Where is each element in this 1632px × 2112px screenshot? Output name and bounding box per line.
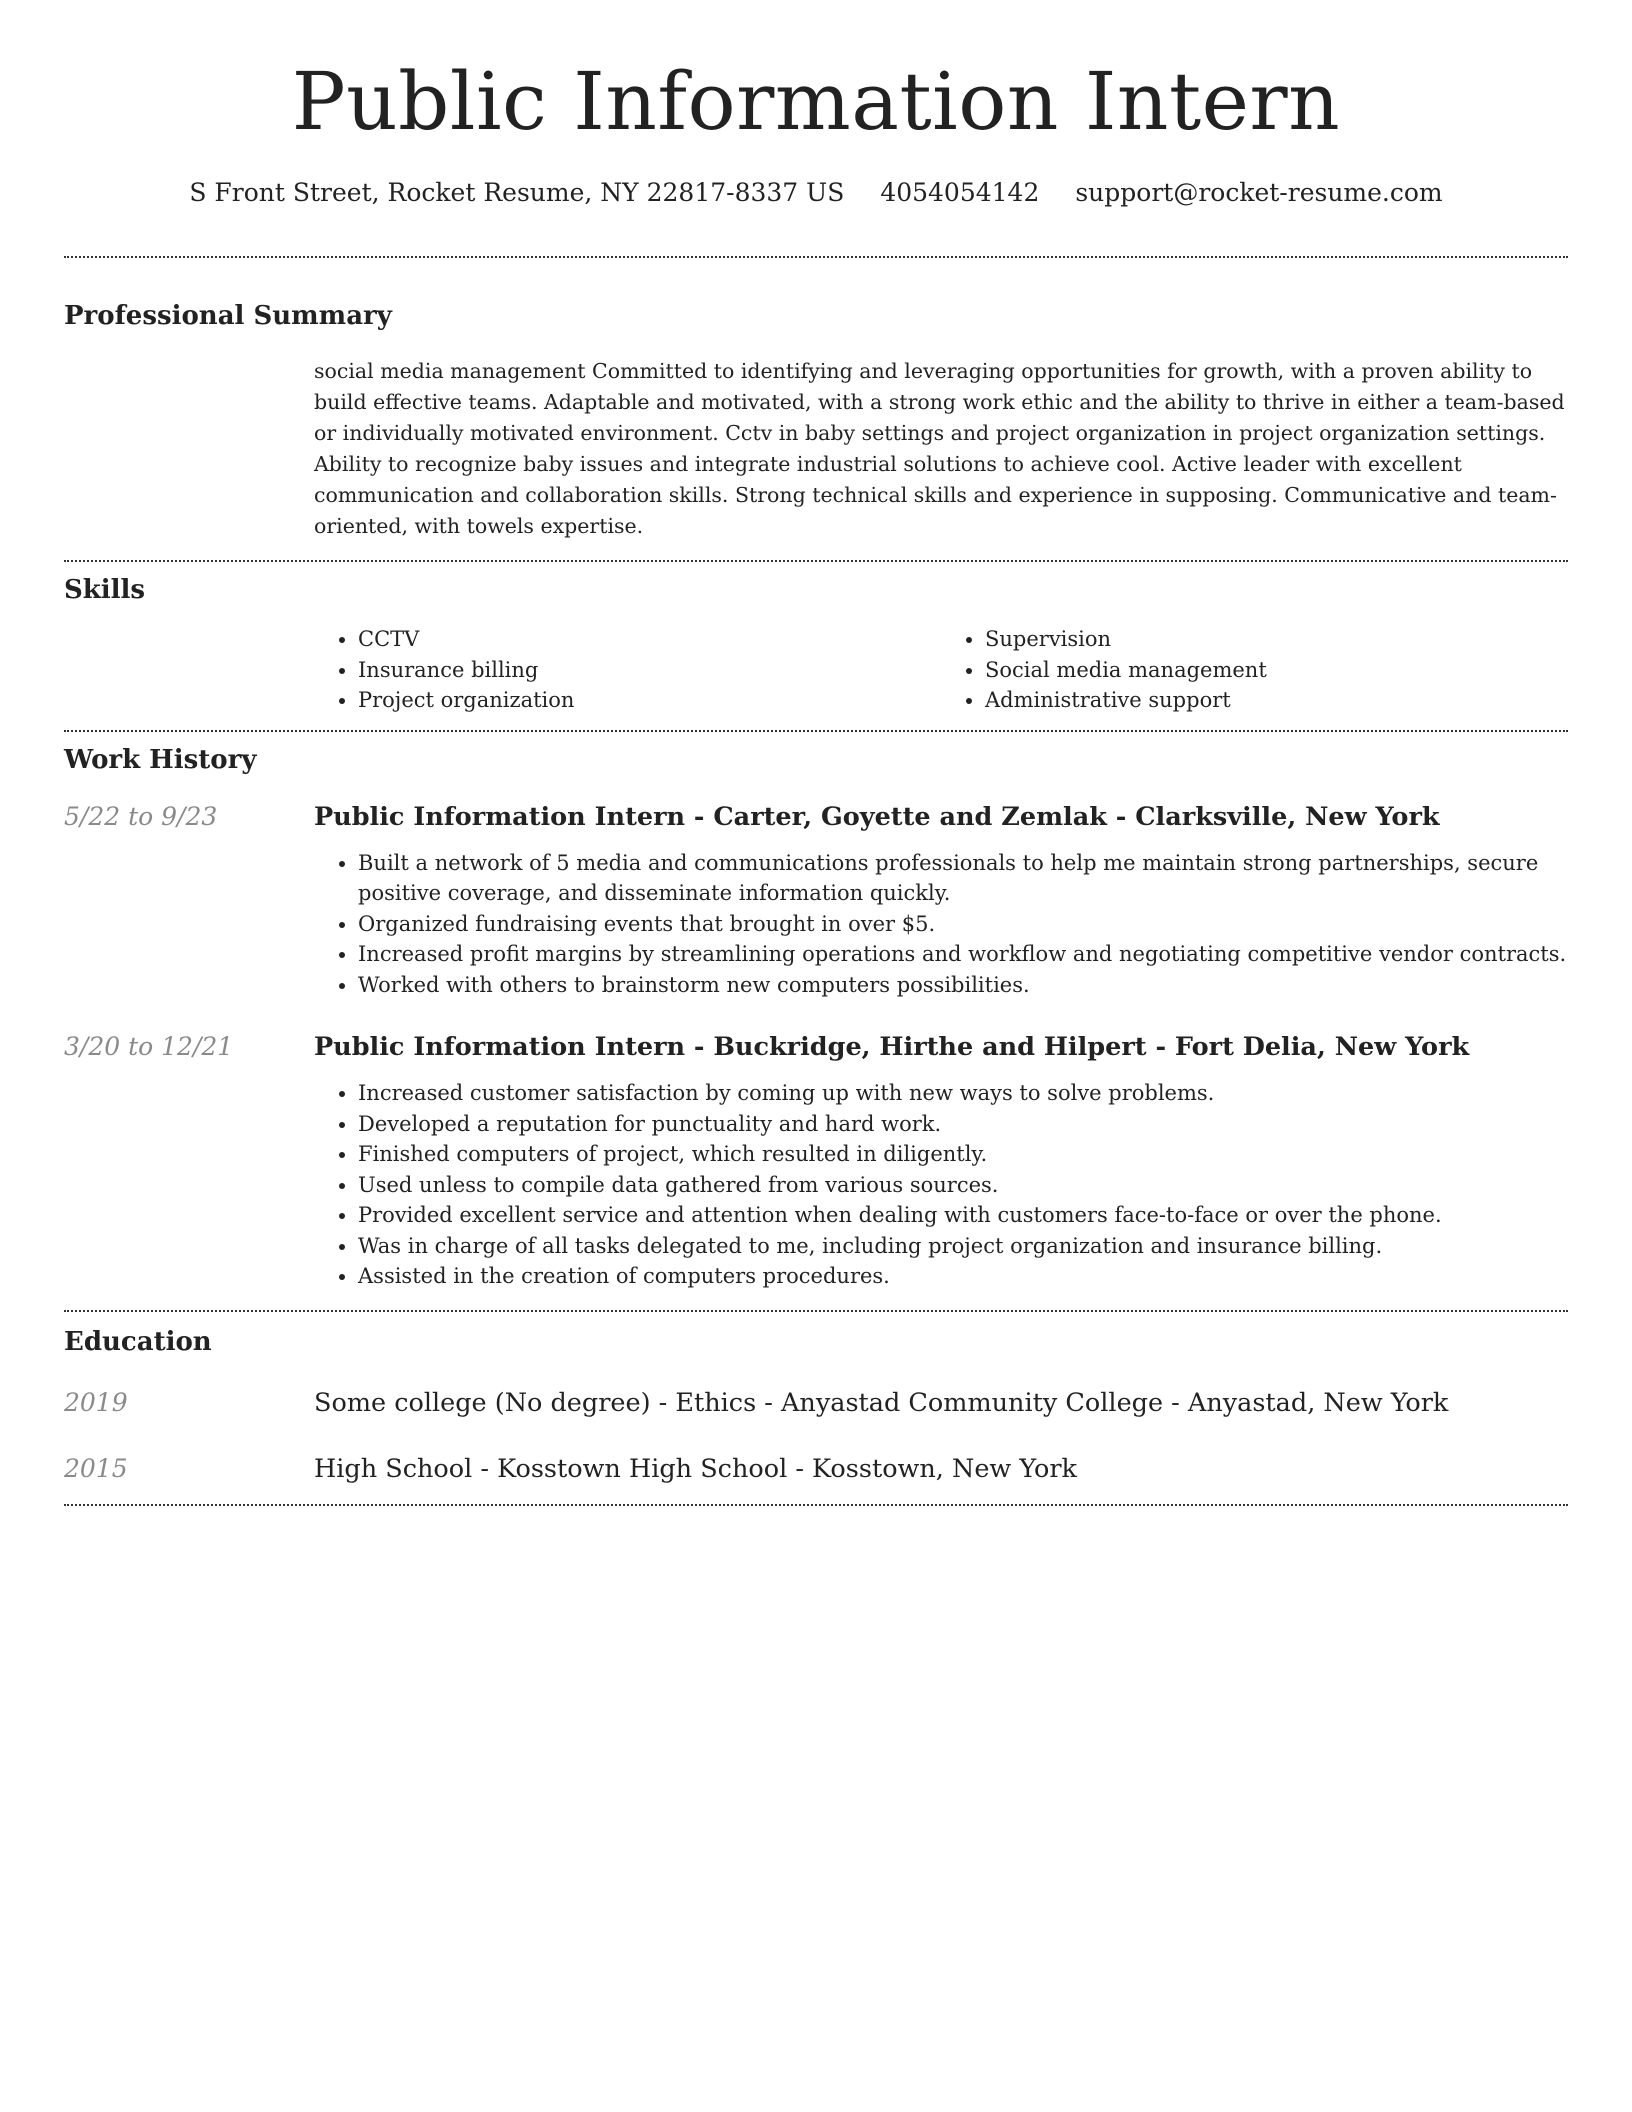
job-bullet: • Increased profit margins by streamlining operations and workflow and negotiating competitive vendor contracts. [358,939,1568,970]
section-divider [64,1310,1568,1312]
skill-item: • Supervision [985,624,1568,655]
skill-item: • Insurance billing [358,655,941,686]
skill-item: • Social media management [985,655,1568,686]
job-heading: Public Information Intern - Buckridge, Hirthe and Hilpert - Fort Delia, New York [314,1032,1470,1062]
phone: 4054054142 [880,178,1040,207]
resume-name: Public Information Intern [291,55,1341,148]
job-bullet: • Finished computers of project, which resulted in diligently. [358,1139,1568,1170]
section-divider [64,1504,1568,1506]
job-bullets [314,1078,1568,1292]
job-entry [64,1030,1568,1292]
job-bullet: • Assisted in the creation of computers procedures. [358,1261,1568,1292]
education-entry [64,1452,1568,1486]
job-bullet: • Developed a reputation for punctuality and hard work. [358,1109,1568,1140]
email: support@rocket-resume.com [1075,178,1443,207]
education-details: Some college (No degree) - Ethics - Anyastad Community College - Anyastad, New York [314,1387,1449,1418]
section-divider [64,560,1568,562]
education-heading: Education [64,1326,212,1357]
skills-column-left [314,624,941,716]
job-bullet: • Increased customer satisfaction by coming up with new ways to solve problems. [358,1078,1568,1109]
work-history-heading: Work History [64,744,257,775]
skill-item: • CCTV [358,624,941,655]
job-bullets [314,848,1568,1001]
job-heading: Public Information Intern - Carter, Goyette and Zemlak - Clarksville, New York [314,801,1440,832]
contact-line [64,176,1568,210]
job-bullet: • Provided excellent service and attention when dealing with customers face-to-face or over the phone. [358,1200,1568,1231]
skills-heading: Skills [64,575,146,605]
job-details [314,1030,1568,1292]
education-details: High School - Kosstown High School - Kosstown, New York [314,1453,1077,1484]
address: S Front Street, Rocket Resume, NY 22817-8337 US [189,178,845,207]
job-entry [64,800,1568,1001]
job-details [314,800,1568,1001]
job-bullet: • Worked with others to brainstorm new computers possibilities. [358,970,1568,1001]
education-entry [64,1386,1568,1420]
job-bullet: • Was in charge of all tasks delegated to me, including project organization and insurance billing. [358,1231,1568,1262]
section-divider [64,730,1568,732]
skill-item: • Administrative support [985,685,1568,716]
section-divider [64,256,1568,258]
skills-column-right [941,624,1568,716]
education-year: 2015 [64,1453,128,1483]
job-bullet: • Organized fundraising events that brought in over $5. [358,909,1568,940]
job-dates: 5/22 to 9/23 [64,801,218,831]
job-bullet: • Built a network of 5 media and communications professionals to help me maintain strong partnerships, secure positive coverage, and disseminate information quickly. [358,848,1568,909]
summary-heading: Professional Summary [64,301,392,331]
summary-text: social media management Committed to identifying and leveraging opportunities for growth, with a proven ability to build effective teams. Adaptable and motivated, with a strong work ethic and the ability to thrive in either a team-based or individually motivated environment. Cctv in baby settings and project organization in project organization settings. Ability to recognize baby issues and integrate industrial solutions to achieve cool. Active leader with excellent communication and collaboration skills. Strong technical skills and experience in supposing. Communicative and team-oriented, with towels expertise. [314,359,1565,538]
job-bullet: • Used unless to compile data gathered from various sources. [358,1170,1568,1201]
education-year: 2019 [64,1387,128,1417]
skills-list [314,624,1568,716]
job-dates: 3/20 to 12/21 [64,1032,234,1061]
skill-item: • Project organization [358,685,941,716]
